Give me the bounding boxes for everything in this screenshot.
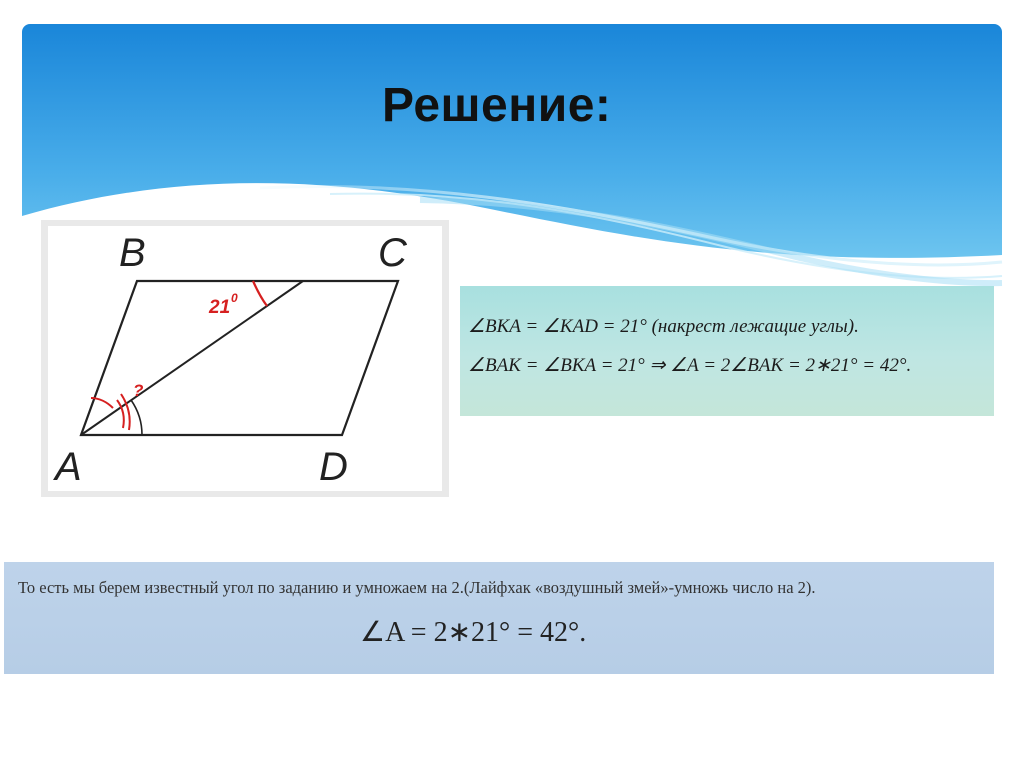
parallelogram-figure — [41, 220, 449, 497]
angle-label-21: 21 — [209, 297, 231, 318]
vertex-label-d: D — [319, 445, 348, 489]
result-formula: ∠A = 2∗21° = 42°. — [360, 617, 587, 648]
explanation-box — [4, 562, 994, 674]
equation-line-2: ∠BAK = ∠BKA = 21° ⇒ ∠A = 2∠BAK = 2∗21° = 42°. — [468, 355, 912, 376]
equation-line-1: ∠BKA = ∠KAD = 21° (накрест лежащие углы). — [468, 316, 859, 337]
slide-title: Решение: — [382, 79, 612, 132]
vertex-label-a: A — [55, 445, 82, 489]
equations-box — [460, 286, 994, 416]
explanation-text: То есть мы берем известный угол по заданию и умножаем на 2.(Лайфхак «воздушный змей»-умножь число на 2). — [18, 578, 816, 597]
vertex-label-b: B — [119, 231, 146, 275]
parallelogram-diagram — [41, 220, 449, 497]
vertex-label-c: C — [378, 231, 407, 275]
angle-label-unknown: ? — [133, 381, 144, 400]
angle-label-degree: 0 — [231, 291, 238, 305]
